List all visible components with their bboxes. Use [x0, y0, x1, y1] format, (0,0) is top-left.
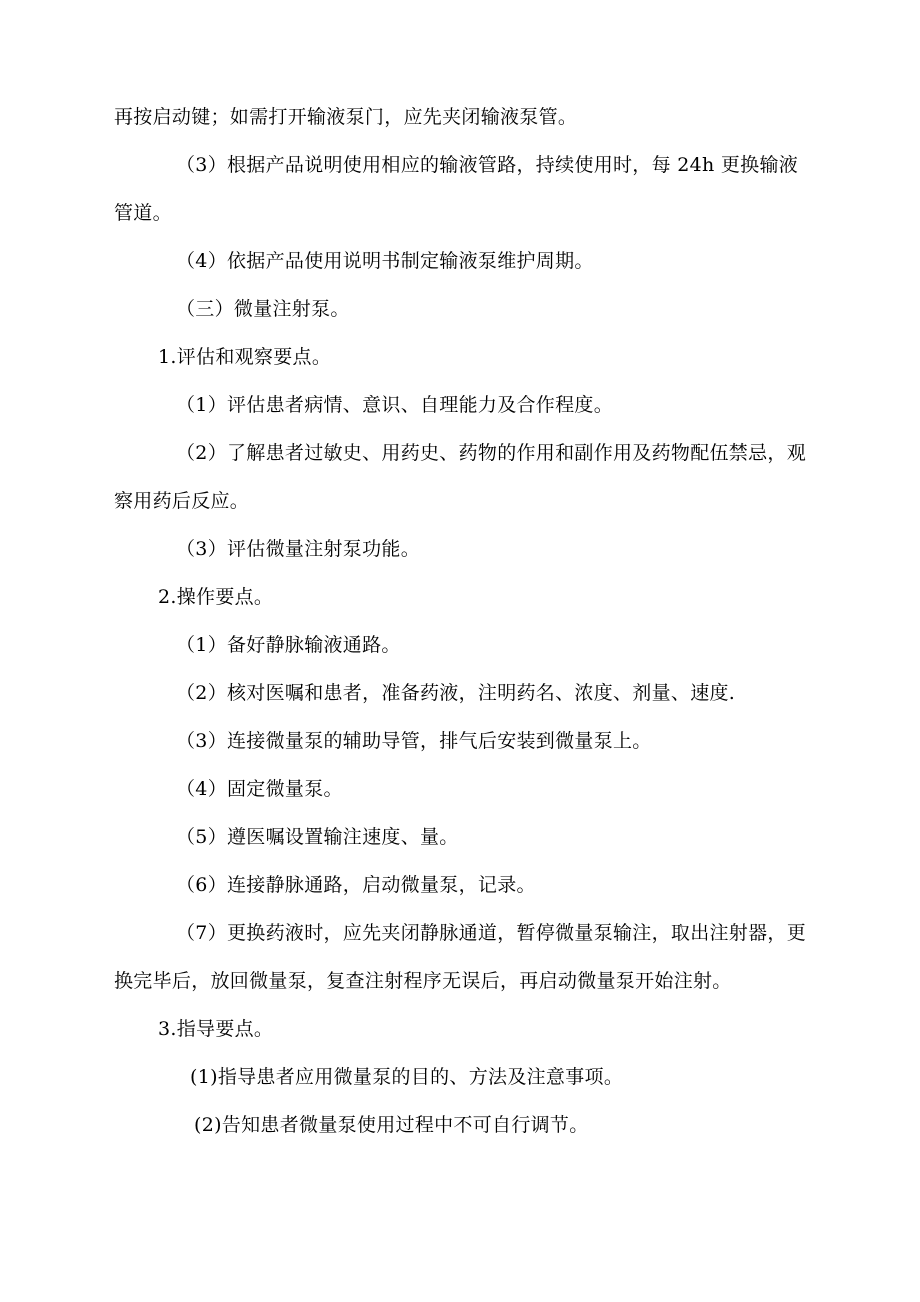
paragraph-op-1: （1）备好静脉输液通路。	[176, 634, 401, 656]
paragraph-op-5: （5）遵医嘱设置输注速度、量。	[176, 826, 459, 848]
paragraph-item-4-maintenance: （4）依据产品使用说明书制定输液泵维护周期。	[176, 250, 594, 272]
paragraph-guide-2: (2)告知患者微量泵使用过程中不可自行调节。	[194, 1114, 589, 1136]
subheading-operation: 2.操作要点。	[158, 586, 274, 608]
subheading-assessment: 1.评估和观察要点。	[158, 346, 332, 368]
paragraph-op-4: （4）固定微量泵。	[176, 778, 343, 800]
paragraph-assess-1: （1）评估患者病情、意识、自理能力及合作程度。	[176, 394, 613, 416]
subheading-guidance: 3.指导要点。	[158, 1018, 274, 1040]
paragraph-guide-1: (1)指导患者应用微量泵的目的、方法及注意事项。	[190, 1066, 624, 1088]
paragraph-assess-2: （2）了解患者过敏史、用药史、药物的作用和副作用及药物配伍禁忌，观察用药后反应。	[114, 442, 806, 512]
paragraph-assess-3: （3）评估微量注射泵功能。	[176, 538, 420, 560]
section-heading-syringe-pump: （三）微量注射泵。	[176, 298, 350, 320]
paragraph-op-2: （2）核对医嘱和患者，准备药液，注明药名、浓度、剂量、速度.	[176, 682, 736, 704]
document-body	[114, 93, 814, 1149]
paragraph-op-7: （7）更换药液时，应先夹闭静脉通道，暂停微量泵输注，取出注射器，更换完毕后，放回微量泵，复查注射程序无误后，再启动微量泵开始注射。	[114, 922, 806, 992]
paragraph-op-6: （6）连接静脉通路，启动微量泵，记录。	[176, 874, 536, 896]
paragraph-op-3: （3）连接微量泵的辅助导管，排气后安装到微量泵上。	[176, 730, 652, 752]
paragraph-continuation: 再按启动键；如需打开输液泵门，应先夹闭输液泵管。	[114, 106, 578, 128]
paragraph-item-3-tubing: （3）根据产品说明使用相应的输液管路，持续使用时，每 24h 更换输液管道。	[114, 154, 799, 224]
